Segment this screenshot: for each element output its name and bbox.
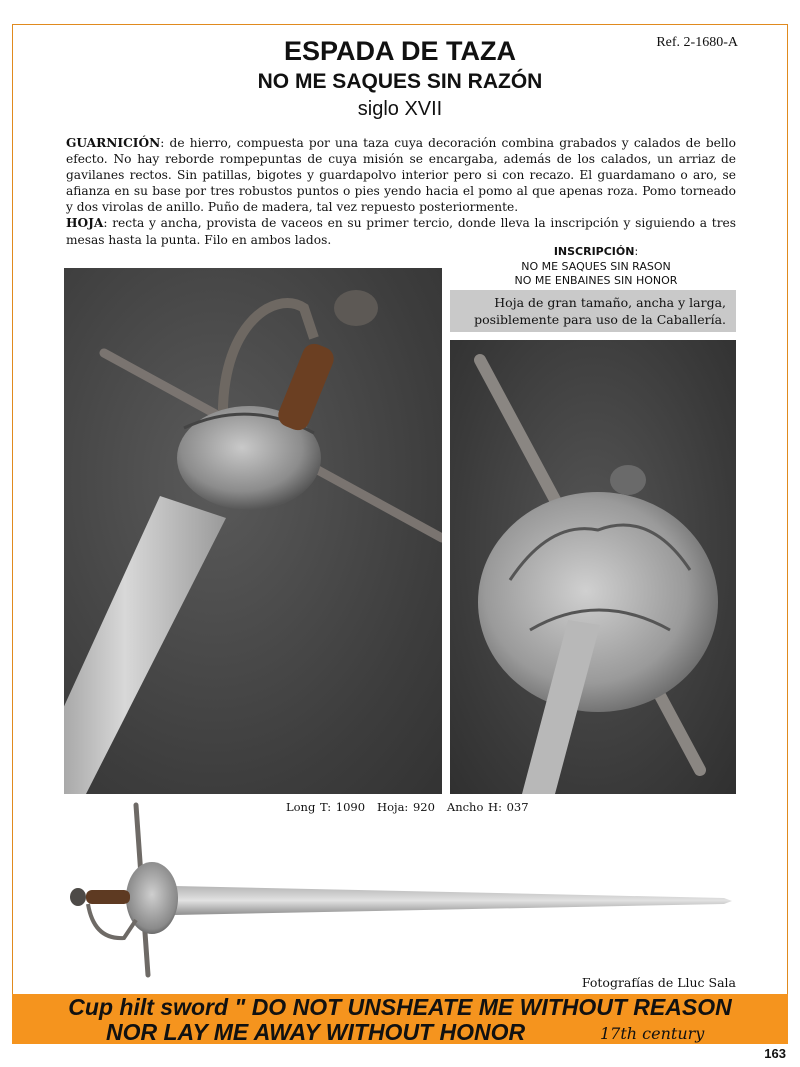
full-sword-illustration — [64, 800, 744, 990]
guarnicion-text: : de hierro, compuesta por una taza cuya decoración combina grabados y calados de bello efecto. No hay reborde rompepuntas de cuya misión se encargaba, además de los calados, un arriaz de gavilanes rectos. Sin patillas, bigotes y guardapolvo interior pero si con recazo. El guardamano o aro, se afianza en su base por tres robustos puntos o pies yendo hacia el pomo al que apenas roza. Pomo torneado y dos virolas de anillo. Puño de madera, tal vez repuesto posteriormente. — [66, 136, 736, 215]
hoja-label: HOJA — [66, 216, 104, 231]
reference-number: Ref. 2-1680-A — [656, 35, 738, 50]
hoja-text: : recta y ancha, provista de vaceos en su primer tercio, donde lleva la inscripción y siguiendo a tres mesas hasta la punta. Filo en ambos lados. — [66, 216, 736, 247]
banner-century: 17th century — [600, 1024, 705, 1043]
description-text — [66, 135, 736, 248]
blade-width: Ancho H: 037 — [446, 800, 529, 814]
total-length: Long T: 1090 — [286, 800, 366, 814]
sword-hilt-photo — [64, 268, 442, 794]
inscription-heading: INSCRIPCIÓN — [553, 245, 635, 258]
english-title-banner — [12, 994, 788, 1044]
inscription-heading-colon: : — [634, 245, 639, 258]
guarnicion-label: GUARNICIÓN — [66, 136, 161, 150]
banner-line-2: NOR LAY ME AWAY WITHOUT HONOR — [106, 1019, 526, 1045]
century-label: siglo XVII — [357, 98, 443, 120]
inscription-line-1: NO ME SAQUES SIN RASON — [521, 259, 671, 273]
sword-hilt-illustration — [64, 268, 442, 794]
full-sword-photo — [64, 800, 744, 990]
page-number: 163 — [764, 1046, 786, 1061]
guarnicion-paragraph — [66, 135, 736, 215]
inscription-line-2: NO ME ENBAINES SIN HONOR — [514, 274, 678, 287]
blade-length: Hoja: 920 — [377, 800, 435, 814]
inscription-block — [456, 245, 736, 289]
page-title: ESPADA DE TAZA — [283, 36, 516, 66]
banner-line-1: Cup hilt sword " DO NOT UNSHEATE ME WITHOUT REASON — [68, 994, 732, 1020]
page-subtitle: NO ME SAQUES SIN RAZÓN — [257, 70, 543, 93]
sword-cup-illustration — [450, 340, 736, 794]
sword-cup-photo — [450, 340, 736, 794]
blade-note: Hoja de gran tamaño, ancha y larga, posiblemente para uso de la Caballería. — [450, 290, 736, 332]
photo-credit: Fotografías de Lluc Sala — [581, 975, 736, 990]
hoja-paragraph — [66, 215, 736, 247]
